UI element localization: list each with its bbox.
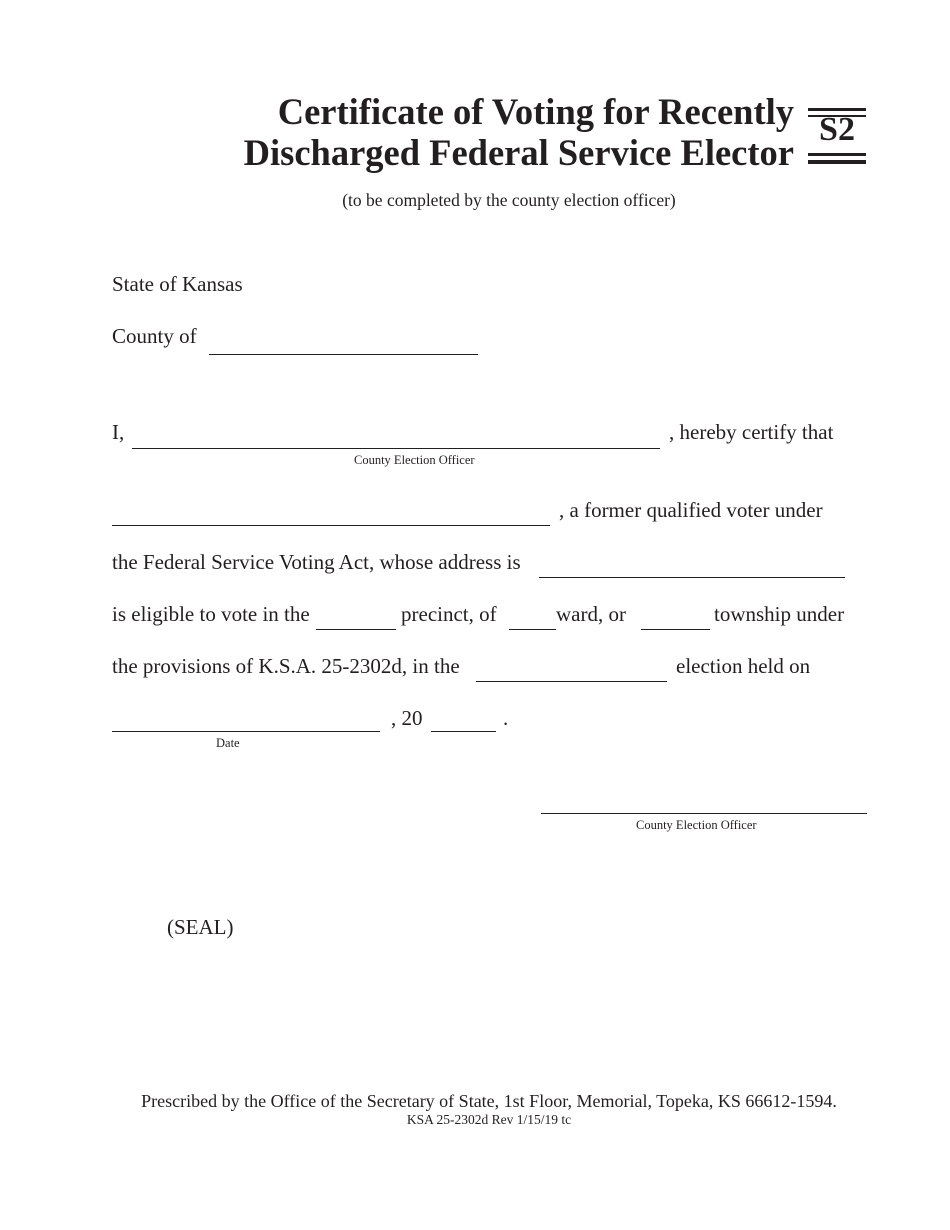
voter-name-field[interactable] (112, 501, 550, 525)
officer-name-underline (132, 448, 660, 449)
address-field[interactable] (539, 553, 845, 577)
election-underline (476, 681, 667, 682)
year-underline (431, 731, 496, 732)
certify-prefix: I, (112, 420, 125, 444)
precinct-text: precinct, of (401, 602, 497, 626)
eligible-text: is eligible to vote in the (112, 602, 310, 626)
seal-label: (SEAL) (167, 915, 234, 939)
county-field[interactable] (209, 330, 478, 354)
footer-reference: KSA 25-2302d Rev 1/15/19 tc (406, 1112, 572, 1127)
township-field[interactable] (641, 605, 710, 629)
year-field[interactable] (431, 707, 496, 731)
precinct-underline (316, 629, 396, 630)
form-code-badge (808, 108, 866, 164)
officer-caption: County Election Officer (354, 453, 475, 467)
date-caption: Date (216, 736, 240, 750)
date-period: . (503, 706, 509, 730)
township-text: township under (714, 602, 845, 626)
form-title-line-1: Certificate of Voting for Recently (277, 91, 794, 132)
address-underline (539, 577, 845, 578)
election-field[interactable] (476, 657, 667, 681)
precinct-field[interactable] (316, 605, 396, 629)
year-prefix: , 20 (391, 706, 423, 730)
former-voter-text: , a former qualified voter under (559, 498, 823, 522)
township-underline (641, 629, 710, 630)
form-title-line-2: Discharged Federal Service Elector (243, 132, 794, 173)
state-label: State of Kansas (112, 272, 243, 296)
form-subtitle: (to be completed by the county election officer) (342, 190, 676, 210)
provisions-text: the provisions of K.S.A. 25-2302d, in the (112, 654, 460, 678)
form-code: S2 (819, 111, 855, 148)
county-label: County of (112, 324, 197, 348)
date-underline (112, 731, 380, 732)
date-field[interactable] (112, 707, 380, 731)
signature-caption: County Election Officer (636, 818, 757, 832)
signature-line (541, 813, 867, 814)
county-underline (209, 354, 478, 355)
officer-name-field[interactable] (132, 424, 660, 448)
ward-text: ward, or (556, 602, 626, 626)
voter-name-underline (112, 525, 550, 526)
act-text: the Federal Service Voting Act, whose address is (112, 550, 521, 574)
ward-field[interactable] (509, 605, 556, 629)
footer-prescribed: Prescribed by the Office of the Secretary of State, 1st Floor, Memorial, Topeka, KS 66612-1594. (141, 1091, 837, 1111)
election-text: election held on (676, 654, 811, 678)
certify-suffix: , hereby certify that (669, 420, 834, 444)
ward-underline (509, 629, 556, 630)
